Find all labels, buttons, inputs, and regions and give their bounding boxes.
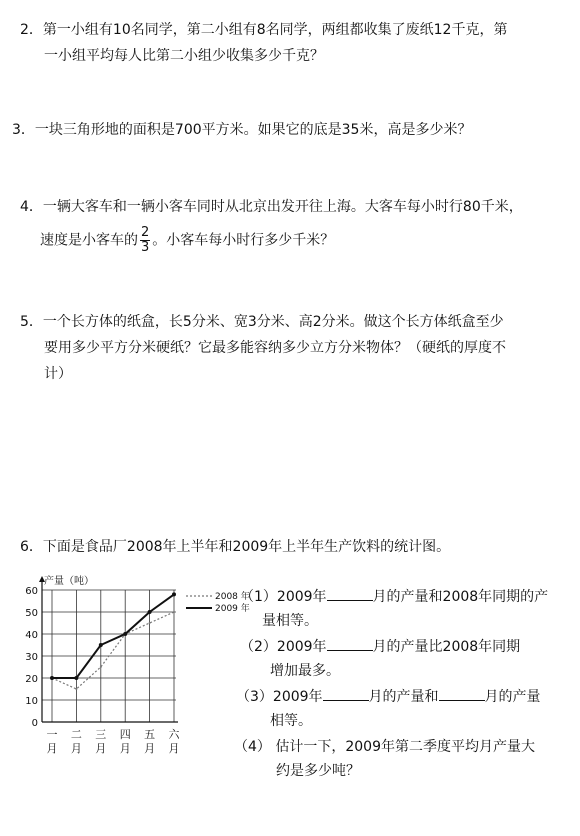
series-line-2009 bbox=[52, 594, 174, 678]
x-tick-label: 二 bbox=[70, 728, 82, 741]
question-3-line-1: 3．一块三角形地的面积是700平方米。如果它的底是35米，高是多少米？ bbox=[12, 122, 472, 138]
x-tick-label: 六 bbox=[168, 728, 180, 741]
fraction-denominator: 3 bbox=[141, 240, 150, 255]
x-tick-label: 四 bbox=[119, 728, 131, 741]
question-6 bbox=[20, 534, 450, 560]
sub-question-2-prefix: （2）2009年 bbox=[240, 639, 327, 655]
fraction-two-thirds bbox=[140, 226, 150, 255]
y-tick-label: 10 bbox=[25, 696, 38, 707]
y-axis-label: 产量（吨） bbox=[44, 576, 94, 587]
question-5-line-3: 计） bbox=[44, 366, 72, 382]
answer-blank-1[interactable] bbox=[327, 584, 373, 601]
question-5-line-2: 要用多少平方分米硬纸？它最多能容纳多少立方分米物体？（硬纸的厚度不 bbox=[44, 340, 506, 356]
sub-question-4-cont: 约是多少吨？ bbox=[276, 763, 360, 779]
y-tick-label: 40 bbox=[25, 630, 38, 641]
answer-blank-2[interactable] bbox=[327, 634, 373, 651]
data-point bbox=[100, 666, 102, 668]
x-tick-label-unit: 月 bbox=[168, 742, 180, 755]
question-2-line-1: 2．第一小组有10名同学，第二小组有8名同学，两组都收集了废纸12千克，第 bbox=[20, 22, 508, 38]
sub-question-4: （4） 估计一下，2009年第二季度平均月产量大 bbox=[234, 739, 535, 755]
y-tick-label: 30 bbox=[25, 652, 38, 663]
question-4-line-2 bbox=[20, 226, 523, 255]
data-point bbox=[123, 632, 127, 636]
sub-question-3-prefix: （3）2009年 bbox=[236, 689, 323, 705]
x-tick-label-unit: 月 bbox=[95, 742, 107, 755]
data-point bbox=[149, 622, 151, 624]
question-3 bbox=[12, 117, 471, 143]
sub-question-3 bbox=[236, 684, 541, 710]
sub-question-3-text-end: 月的产量 bbox=[484, 689, 541, 705]
question-4-text-before: 速度是小客车的 bbox=[40, 232, 138, 249]
data-point bbox=[172, 592, 176, 596]
sub-question-1 bbox=[240, 584, 548, 610]
y-tick-label: 50 bbox=[25, 608, 38, 619]
answer-blank-4[interactable] bbox=[439, 684, 485, 701]
legend-label: 2009 年 bbox=[215, 604, 250, 614]
data-point bbox=[74, 676, 78, 680]
question-4-text-after: 。小客车每小时行多少千米？ bbox=[152, 232, 335, 249]
sub-question-3-text: 月的产量和 bbox=[368, 689, 439, 705]
y-tick-label: 0 bbox=[31, 718, 38, 729]
sub-question-1-cont: 量相等。 bbox=[262, 613, 318, 629]
question-2 bbox=[20, 17, 507, 69]
sub-question-2 bbox=[240, 634, 520, 660]
x-tick-label-unit: 月 bbox=[46, 742, 58, 755]
x-tick-label-unit: 月 bbox=[70, 742, 82, 755]
y-tick-label: 20 bbox=[25, 674, 38, 685]
data-point bbox=[148, 610, 152, 614]
data-point bbox=[50, 676, 54, 680]
sub-question-3-cont: 相等。 bbox=[270, 713, 312, 729]
sub-question-1-prefix: （1）2009年 bbox=[240, 589, 327, 605]
question-5 bbox=[20, 309, 506, 387]
sub-question-2-text: 月的产量比2008年同期 bbox=[372, 639, 521, 655]
sub-question-2-cont: 增加最多。 bbox=[270, 663, 340, 679]
question-2-line-2: 一小组平均每人比第二小组少收集多少千克？ bbox=[44, 48, 324, 64]
question-4-line-1: 4．一辆大客车和一辆小客车同时从北京出发开往上海。大客车每小时行80千米， bbox=[20, 199, 523, 215]
question-5-line-1: 5．一个长方体的纸盒，长5分米、宽3分米、高2分米。做这个长方体纸盒至少 bbox=[20, 314, 504, 330]
production-line-chart bbox=[12, 572, 252, 772]
x-tick-label: 五 bbox=[144, 728, 156, 741]
data-point bbox=[75, 688, 77, 690]
y-tick-label: 60 bbox=[25, 586, 38, 597]
fraction-numerator: 2 bbox=[141, 225, 150, 240]
answer-blank-3[interactable] bbox=[323, 684, 369, 701]
data-point bbox=[99, 643, 103, 647]
question-6-line-1: 6．下面是食品厂2008年上半年和2009年上半年生产饮料的统计图。 bbox=[20, 539, 451, 555]
legend-label: 2008 年 bbox=[215, 592, 250, 602]
x-tick-label-unit: 月 bbox=[144, 742, 156, 755]
x-tick-label: 三 bbox=[95, 728, 107, 741]
question-4 bbox=[20, 194, 523, 255]
data-point bbox=[173, 611, 175, 613]
x-tick-label: 一 bbox=[46, 728, 58, 741]
sub-question-1-text: 月的产量和2008年同期的产 bbox=[372, 589, 549, 605]
x-tick-label-unit: 月 bbox=[119, 742, 131, 755]
